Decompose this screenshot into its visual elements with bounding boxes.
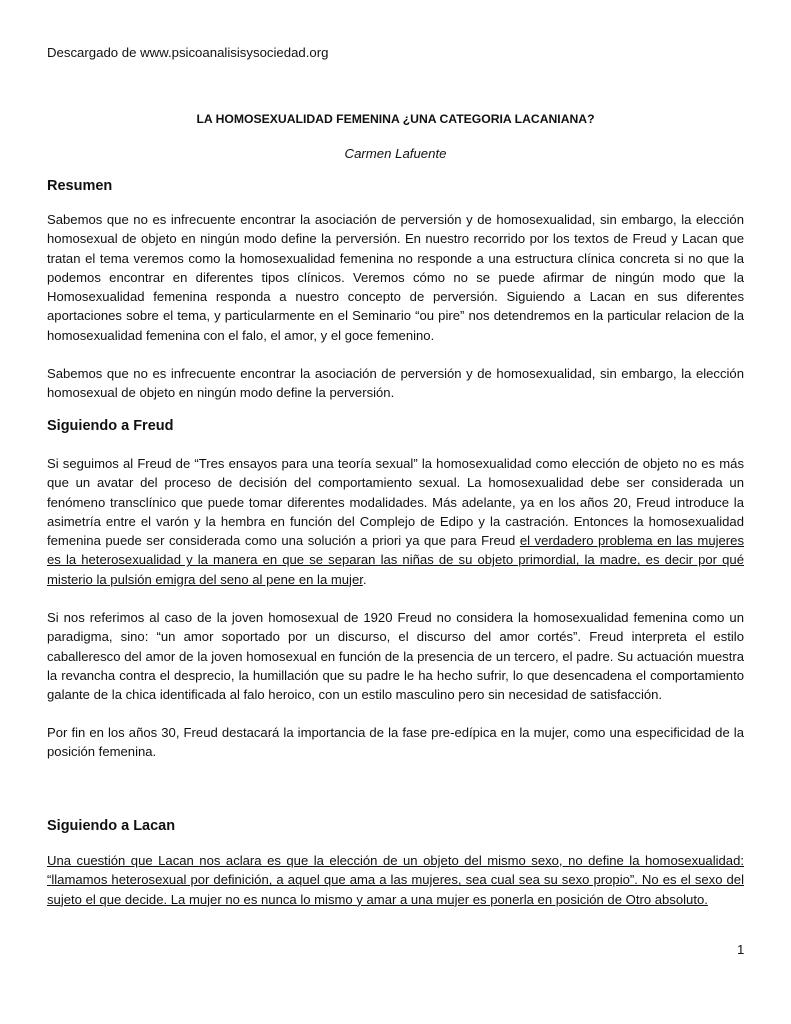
section-heading-freud: Siguiendo a Freud: [47, 418, 174, 434]
freud-paragraph-1-underlined: el verdadero problema en las mujeres es la heterosexualidad y la manera en que se separan las niñas de su objeto primordial, la madre, es decir por qué misterio la pulsión emigra del seno al pene en la mujer: [47, 533, 744, 587]
freud-paragraph-3: Por fin en los años 30, Freud destacará la importancia de la fase pre-edípica en la mujer, como una especificidad de la posición femenina.: [47, 725, 744, 760]
document-title: LA HOMOSEXUALIDAD FEMENINA ¿UNA CATEGORIA LACANIANA?: [196, 112, 595, 126]
lacan-paragraph-1-underlined: Una cuestión que Lacan nos aclara es que la elección de un objeto del mismo sexo, no define la homosexualidad: “llamamos heterosexual por definición, a aquel que ama a las mujeres, sea cual sea su sexo propio”. No es el sexo del sujeto el que decide. La mujer no es nunca lo mismo y amar a una mujer es ponerla en posición de Otro absoluto.: [47, 853, 744, 907]
section-heading-resumen: Resumen: [47, 178, 113, 194]
resumen-paragraph-1: Sabemos que no es infrecuente encontrar la asociación de perversión y de homosexualidad, sin embargo, la elección homosexual de objeto en ningún modo define la perversión. En nuestro recorrido por los textos de Freud y Lacan que tratan el tema veremos como la homosexualidad femenina no responde a una estructura clínica concreta si no que la podemos encontrar en diferentes tipos clínicos. Veremos cómo no se puede afirmar de ningún modo que la Homosexualidad femenina responda a nuestro concepto de perversión. Siguiendo a Lacan en sus diferentes aportaciones sobre el tema, y particularmente en el Seminario “ou pire” nos detendremos en la particular relacion de la homosexualidad femenina con el falo, el amor, y el goce femenino.: [47, 212, 744, 343]
freud-paragraph-2: Si nos referimos al caso de la joven homosexual de 1920 Freud no considera la homosexualidad femenina como un paradigma, sino: “un amor soportado por un discurso, el discurso del amor cortés”. Freud interpreta el estilo caballeresco del amor de la joven homosexual en función de la presencia de un tercero, el padre. Su actuación muestra la revancha contra el desprecio, la humillación que su padre le ha hecho sufrir, lo que desencadena el comportamiento galante de la chica identificada al falo heroico, con un estilo masculino pero sin necesidad de satisfacción.: [47, 610, 744, 703]
freud-paragraph-1-end: .: [362, 571, 367, 587]
freud-paragraph-1: [47, 454, 744, 589]
page-number: 1: [737, 942, 745, 957]
download-source-text: Descargado de www.psicoanalisisysociedad.org: [47, 45, 329, 60]
document-author: Carmen Lafuente: [344, 146, 447, 161]
resumen-paragraph-2: Sabemos que no es infrecuente encontrar la asociación de perversión y de homosexualidad, sin embargo, la elección homosexual de objeto en ningún modo define la perversión.: [47, 366, 744, 401]
lacan-paragraph-1: [47, 851, 744, 909]
freud-paragraph-1-text: Si seguimos al Freud de “Tres ensayos para una teoría sexual” la homosexualidad como elección de objeto no es más que un avatar del proceso de decisión del comportamiento sexual. La homosexualidad debe ser considerada un fenómeno transclínico que puede tomar diferentes modalidades. Más adelante, ya en los años 20, Freud introduce la asimetría entre el varón y la hembra en función del Complejo de Edipo y la castración. Entonces la homosexualidad femenina puede ser considerada como una solución a priori ya que para Freud: [47, 456, 744, 549]
section-heading-lacan: Siguiendo a Lacan: [47, 818, 176, 834]
